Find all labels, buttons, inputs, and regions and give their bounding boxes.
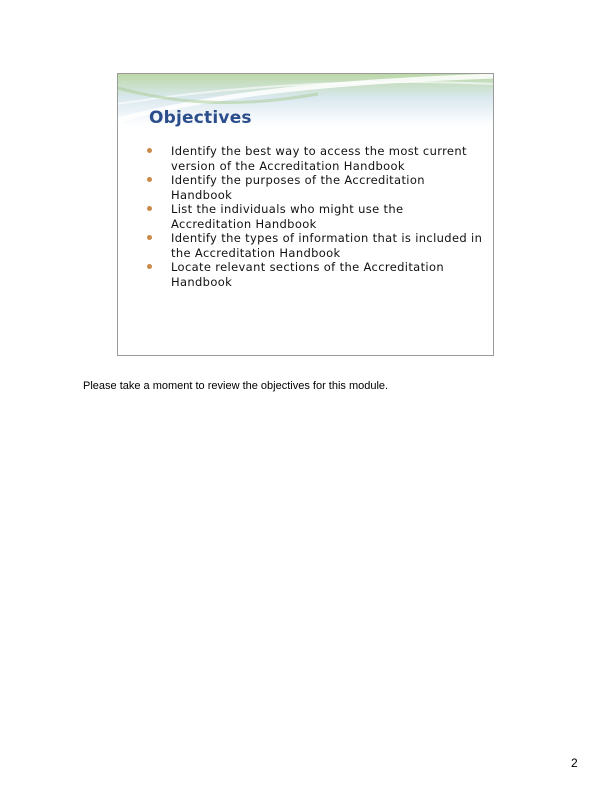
bullet-icon [147,148,152,153]
slide-thumbnail [117,73,494,356]
list-item-text: Identify the types of information that is included in the Accreditation Handbook [171,231,483,260]
list-item-text: Identify the best way to access the most current version of the Accreditation Handbook [171,144,467,173]
objectives-list [142,144,487,289]
list-item-text: Identify the purposes of the Accreditation Handbook [171,173,425,202]
bullet-icon [147,264,152,269]
list-item-text: List the individuals who might use the Accreditation Handbook [171,202,404,231]
list-item [142,231,487,260]
bullet-icon [147,235,152,240]
list-item [142,144,487,173]
list-item [142,173,487,202]
speaker-notes: Please take a moment to review the objectives for this module. [83,380,389,392]
slide-title: Objectives [149,108,252,128]
list-item [142,202,487,231]
bullet-icon [147,206,152,211]
list-item [142,260,487,289]
page-number: 2 [571,756,578,770]
bullet-icon [147,177,152,182]
list-item-text: Locate relevant sections of the Accreditation Handbook [171,260,445,289]
